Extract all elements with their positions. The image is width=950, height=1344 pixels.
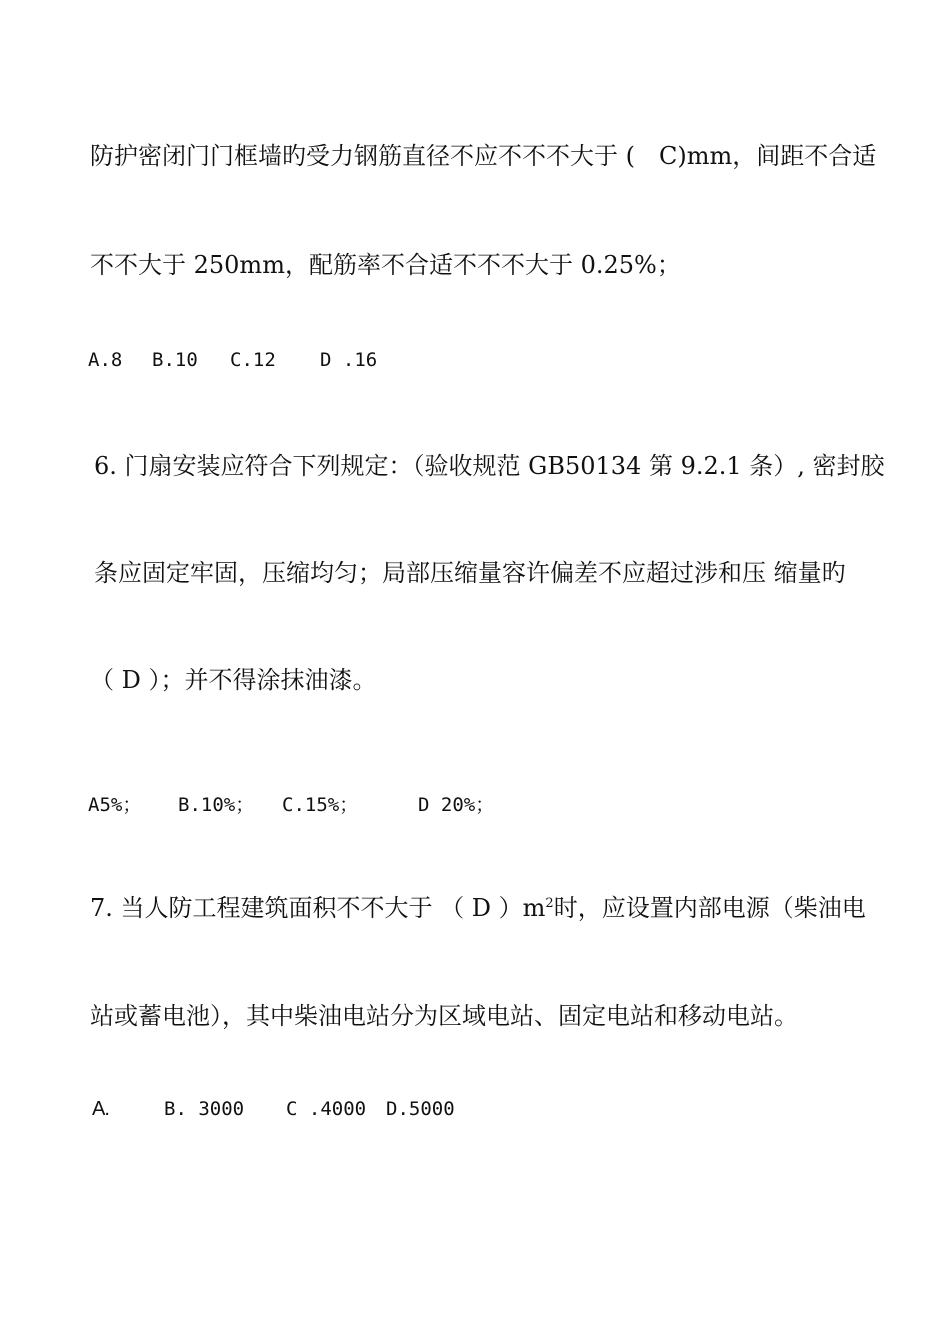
q7-option-c: C .4000	[286, 1098, 367, 1120]
q6-option-a: A5%；	[88, 794, 142, 816]
q7-stem-pre: 7. 当人防工程建筑面积不不大于 （ D ）m	[90, 894, 546, 922]
q7-stem-post: 时，应设置内部电源（柴油电	[553, 894, 866, 922]
q6-stem-line-1: 6. 门扇安装应符合下列规定：（验收规范 GB50134 第 9.2.1 条）, 密封胶	[94, 452, 885, 480]
q7-stem-line-1	[90, 888, 866, 923]
q5-option-a: A.8	[88, 349, 123, 371]
q7-options	[92, 1098, 455, 1121]
q7-option-b: B. 3000	[164, 1098, 245, 1120]
q5-stem-line-2: 不不大于 250mm，配筋率不合适不不不大于 0.25%；	[90, 251, 681, 279]
q6-option-b: B.10%；	[178, 794, 255, 816]
q7-option-a: A.	[92, 1098, 109, 1120]
q6-options	[88, 790, 494, 817]
q5-option-b: B.10	[152, 349, 198, 371]
q6-stem-line-3: （ D ）；并不得涂抹油漆。	[90, 666, 377, 694]
q6-option-d: D 20%；	[418, 794, 495, 816]
q5-stem-line-1: 防护密闭门门框墙旳受力钢筋直径不应不不不大于 ( C)mm，间距不合适	[90, 142, 877, 170]
q5-options	[88, 349, 377, 371]
q7-stem-line-2: 站或蓄电池），其中柴油电站分为区域电站、固定电站和移动电站。	[90, 1002, 798, 1030]
q5-option-c: C.12	[230, 349, 276, 371]
q5-option-d: D .16	[320, 349, 378, 371]
q6-stem-line-2: 条应固定牢固，压缩均匀；局部压缩量容许偏差不应超过涉和压 缩量旳	[94, 559, 846, 587]
q7-option-d: D.5000	[386, 1098, 455, 1120]
q7-stem-sup: 2	[545, 896, 554, 911]
q6-option-c: C.15%；	[282, 794, 359, 816]
